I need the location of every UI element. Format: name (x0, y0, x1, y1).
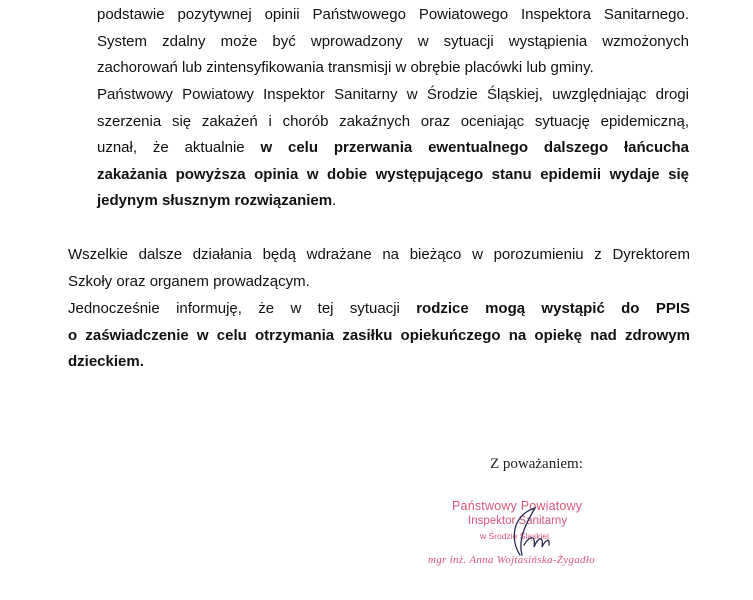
text-line: Państwowy Powiatowy Inspektor Sanitarny w Środzie Śląskiej, uwzględniając drogi (97, 86, 689, 103)
text-segment: uznał, że aktualnie (97, 139, 261, 156)
stamp-signatory-name: mgr inż. Anna Wojtasińska-Żygadło (428, 554, 595, 566)
text-segment: . (332, 192, 337, 209)
text-line: Szkoły oraz organem prowadzącym. (68, 272, 310, 290)
stamp-line: w Środzie Śląskiej (480, 531, 549, 541)
paragraph-inspector-opinion (97, 82, 689, 215)
text-line: szerzenia się zakażeń i chorób zakaźnych oraz oceniając sytuację epidemiczną, (97, 112, 689, 130)
bold-text-line: dzieckiem. (68, 353, 144, 370)
paragraph-further-actions (68, 242, 690, 295)
text-line: System zdalny może być wprowadzony w sytuacji wystąpienia wzmożonych (97, 32, 689, 50)
bold-text-segment: rodzice mogą wystąpić do PPIS (416, 300, 690, 317)
bold-text-segment: jedynym słusznym rozwiązaniem (97, 192, 333, 209)
text-line: Wszelkie dalsze działania będą wdrażane na bieżąco w porozumieniu z Dyrektorem (68, 246, 690, 263)
stamp-line: Państwowy Powiatowy (452, 499, 583, 513)
bold-text-segment: w celu przerwania ewentualnego dalszego łańcucha (260, 139, 689, 156)
handwritten-signature (480, 505, 560, 560)
paragraph-parents-info (68, 296, 690, 376)
paragraph-remote-system (97, 2, 689, 82)
stamp-line: Inspektor Sanitarny (468, 515, 568, 527)
text-line: podstawie pozytywnej opinii Państwowego Powiatowego Inspektora Sanitarnego. (97, 6, 689, 23)
text-segment: Jednocześnie informuję, że w tej sytuacji (68, 300, 417, 317)
text-line (68, 296, 690, 323)
text-line (97, 135, 689, 162)
bold-text-line: o zaświadczenie w celu otrzymania zasiłku opiekuńczego na opiekę nad zdrowym (68, 326, 690, 344)
text-line (97, 188, 689, 215)
text-line: zachorowań lub zintensyfikowania transmisji w obrębie placówki lub gminy. (97, 59, 594, 76)
closing-salutation: Z poważaniem: (490, 456, 583, 472)
bold-text-line: zakażania powyższa opinia w dobie występującego stanu epidemii wydaje się (97, 165, 689, 183)
